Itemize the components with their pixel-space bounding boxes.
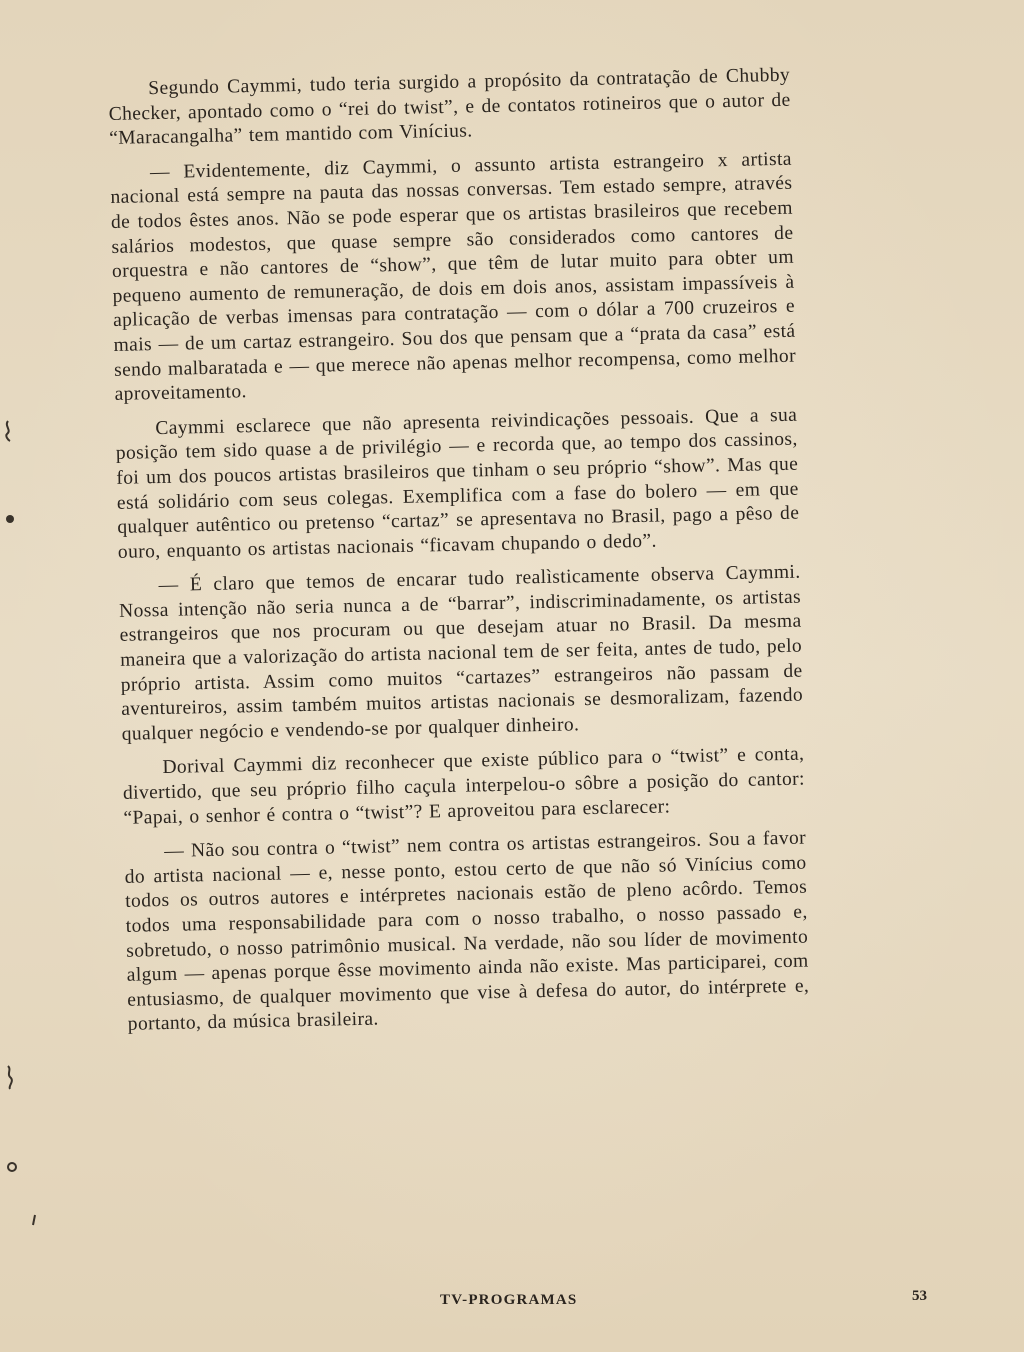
article-paragraph: — Não sou contra o “twist” nem contra os artistas estrangeiros. Sou a favor do artista nacional — e, nesse ponto, estou certo de que não só Vinícius como todos os outros autores e intérpretes nacionais estão de pleno acôrdo. Temos todos uma responsabilidade para com o nosso trabalho, o nosso passado e, sobretudo, o nosso patrimônio musical. Na verdade, não sou líder de movimento algum — apenas porque êsse movimento ainda não existe. Mas participarei, com entusiasmo, de qualquer movimento que vise à defesa do autor, do intérprete e, portanto, da música brasileira. — [124, 827, 810, 1036]
article-paragraph: — É claro que temos de encarar tudo realìsticamente observa Caymmi. Nossa intenção não seria nunca a de “barrar”, indiscriminadamente, os artistas estrangeiros que nos procuram ou que desejam atuar no Brasil. Da mesma maneira que a valorização do artista nacional tem de ser feita, antes de tudo, pelo próprio artista. Assim como muitos “cartazes” estrangeiros não passam de aventureiros, assim também muitos artistas nacionais se desmoralizam, fazendo qualquer negócio e vendendo-se por qualquer dinheiro. — [118, 561, 804, 745]
article-body — [108, 64, 810, 1048]
binding-hole-mark — [30, 1214, 38, 1230]
article-paragraph: Dorival Caymmi diz reconhecer que existe público para o “twist” e conta, divertido, que seu próprio filho caçula interpelou-o sôbre a posição do cantor: “Papai, o senhor é contra o “twist”? E aproveitou para esclarecer: — [122, 744, 806, 829]
article-paragraph: Caymmi esclarece que não apresenta reivindicações pessoais. Que a sua posição tem sido quase a de privilégio — e recorda que, ao tempo dos cassinos, foi um dos poucos artistas brasileiros que tinham o seu próprio “show”. Mas que está solidário com seus colegas. Exemplifica com a fase do bolero — em que qualquer autêntico ou pretenso “cartaz” se apresentava no Brasil, pago a pêso de ouro, enquanto os artistas nacionais “ficavam chupando o dedo”. — [115, 404, 800, 563]
binding-hole-mark — [2, 420, 14, 446]
binding-hole-mark — [6, 1160, 18, 1178]
binding-hole-mark — [4, 512, 16, 530]
binding-hole-mark — [4, 1064, 16, 1094]
magazine-name: TV-PROGRAMAS — [440, 1292, 578, 1308]
article-paragraph: Segundo Caymmi, tudo teria surgido a propósito da contratação de Chubby Checker, apontado como o “rei do twist”, e de contatos rotineiros que o autor de “Maracangalha” tem mantido com Vinícius. — [108, 64, 791, 150]
page-number: 53 — [912, 1288, 927, 1304]
article-paragraph: — Evidentemente, diz Caymmi, o assunto artista estrangeiro x artista nacional está sempre na pauta das nossas conversas. Tem estado sempre, através de todos êstes anos. Não se pode esperar que os artistas brasileiros que recebem salários modestos, que quase sempre são considerados como cantores de orquestra e não cantores de “show”, que têm de lutar muito para obter um pequeno aumento de remuneração, de dois em dois anos, assistam impassíveis à aplicação de verbas imensas para contratação — com o dólar a 700 cruzeiros e mais — de um cartaz estrangeiro. Sou dos que pensam que a “prata da casa” está sendo malbaratada e — que merece não apenas melhor recompensa, como melhor aproveitamento. — [110, 148, 797, 406]
